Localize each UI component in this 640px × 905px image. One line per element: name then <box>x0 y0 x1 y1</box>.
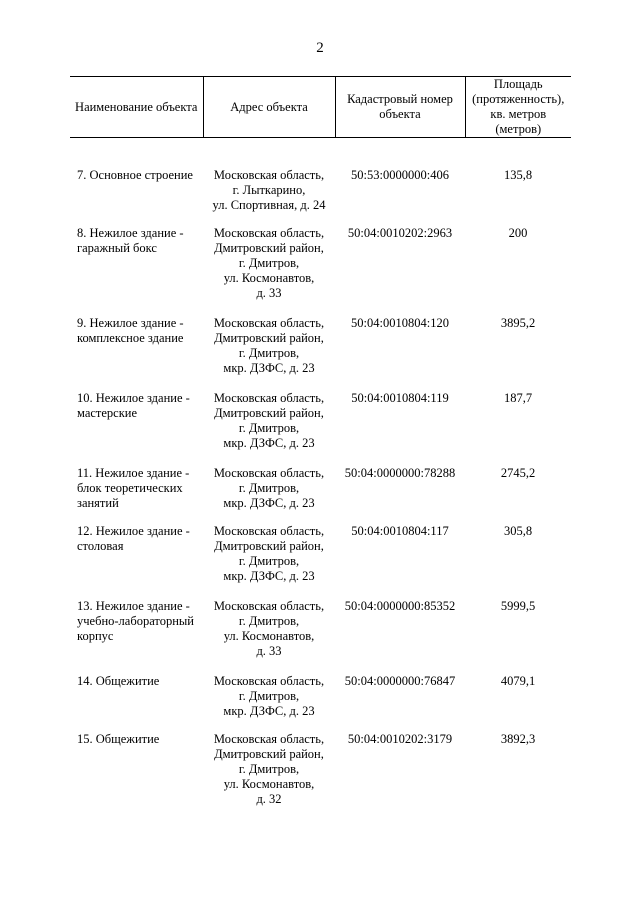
objects-table <box>70 76 571 822</box>
address-line: ул. Спортивная, д. 24 <box>212 198 326 212</box>
address-line: ул. Космонавтов, <box>223 629 315 643</box>
address-line: г. Дмитров, <box>238 614 300 628</box>
address-line: Московская область, <box>213 391 325 405</box>
address-line: ул. Космонавтов, <box>223 271 315 285</box>
address-line: мкр. ДЗФС, д. 23 <box>223 704 315 718</box>
address-line: г. Лыткарино, <box>232 183 306 197</box>
object-address <box>203 316 335 391</box>
address-line: д. 32 <box>256 792 282 806</box>
object-name: 15. Общежитие <box>77 732 160 746</box>
object-cadastral: 50:04:0000000:85352 <box>344 599 456 613</box>
address-line: г. Дмитров, <box>238 481 300 495</box>
object-cadastral: 50:04:0010202:3179 <box>347 732 453 746</box>
object-cadastral: 50:04:0010804:120 <box>351 316 449 330</box>
object-area: 135,8 <box>503 168 533 182</box>
address-line: г. Дмитров, <box>238 256 300 270</box>
address-line: д. 33 <box>256 286 282 300</box>
table-row <box>70 599 571 674</box>
address-line: Дмитровский район, <box>214 241 324 255</box>
address-line: Московская область, <box>213 226 325 240</box>
object-cadastral: 50:04:0010804:117 <box>351 524 449 538</box>
address-line: мкр. ДЗФС, д. 23 <box>223 436 315 450</box>
object-area: 305,8 <box>503 524 533 538</box>
object-cadastral: 50:04:0010202:2963 <box>347 226 453 240</box>
page-number: 2 <box>316 40 324 56</box>
address-line: Московская область, <box>213 168 325 182</box>
address-line: д. 33 <box>256 644 282 658</box>
object-area: 5999,5 <box>500 599 536 613</box>
object-name: 7. Основное строение <box>77 168 193 182</box>
address-line: Московская область, <box>213 599 325 613</box>
table-header <box>70 77 571 138</box>
header-address: Адрес объекта <box>203 77 335 138</box>
address-line: г. Дмитров, <box>238 346 300 360</box>
header-name: Наименование объекта <box>70 77 203 138</box>
object-area: 187,7 <box>503 391 533 405</box>
address-line: г. Дмитров, <box>238 689 300 703</box>
object-name: 14. Общежитие <box>77 674 160 688</box>
object-address <box>203 466 335 524</box>
object-area: 3892,3 <box>500 732 536 746</box>
object-cadastral: 50:53:0000000:406 <box>351 168 449 182</box>
object-address <box>203 599 335 674</box>
object-cadastral: 50:04:0000000:78288 <box>344 466 456 480</box>
object-area: 200 <box>508 226 528 240</box>
table-row <box>70 168 571 226</box>
address-line: Московская область, <box>213 732 325 746</box>
object-name: 12. Нежилое здание - столовая <box>77 524 190 553</box>
object-name: 13. Нежилое здание - учебно-лабораторный корпус <box>77 599 194 643</box>
table-row <box>70 391 571 466</box>
address-line: Московская область, <box>213 466 325 480</box>
object-address <box>203 524 335 599</box>
address-line: ул. Космонавтов, <box>223 777 315 791</box>
header-area: Площадь (протяженность), кв. метров (метров) <box>465 77 571 138</box>
table-row <box>70 524 571 599</box>
header-cadastral: Кадастровый номер объекта <box>335 77 465 138</box>
address-line: Московская область, <box>213 524 325 538</box>
address-line: Дмитровский район, <box>214 747 324 761</box>
address-line: Московская область, <box>213 316 325 330</box>
object-name: 9. Нежилое здание - комплексное здание <box>77 316 184 345</box>
address-line: мкр. ДЗФС, д. 23 <box>223 496 315 510</box>
object-area: 3895,2 <box>500 316 536 330</box>
object-address <box>203 674 335 732</box>
object-cadastral: 50:04:0000000:76847 <box>344 674 456 688</box>
table-row <box>70 226 571 316</box>
address-line: г. Дмитров, <box>238 762 300 776</box>
object-area: 2745,2 <box>500 466 536 480</box>
object-name: 8. Нежилое здание - гаражный бокс <box>77 226 184 255</box>
address-line: Дмитровский район, <box>214 539 324 553</box>
address-line: Московская область, <box>213 674 325 688</box>
table-row <box>70 316 571 391</box>
object-address <box>203 732 335 822</box>
object-address <box>203 226 335 316</box>
address-line: г. Дмитров, <box>238 421 300 435</box>
table-row <box>70 732 571 822</box>
object-address <box>203 168 335 226</box>
address-line: Дмитровский район, <box>214 406 324 420</box>
address-line: г. Дмитров, <box>238 554 300 568</box>
table-row <box>70 466 571 524</box>
address-line: мкр. ДЗФС, д. 23 <box>223 361 315 375</box>
address-line: мкр. ДЗФС, д. 23 <box>223 569 315 583</box>
address-line: Дмитровский район, <box>214 331 324 345</box>
object-cadastral: 50:04:0010804:119 <box>351 391 449 405</box>
object-name: 10. Нежилое здание - мастерские <box>77 391 190 420</box>
object-name: 11. Нежилое здание - блок теоретических занятий <box>77 466 190 510</box>
object-area: 4079,1 <box>500 674 536 688</box>
object-address <box>203 391 335 466</box>
table-row <box>70 674 571 732</box>
